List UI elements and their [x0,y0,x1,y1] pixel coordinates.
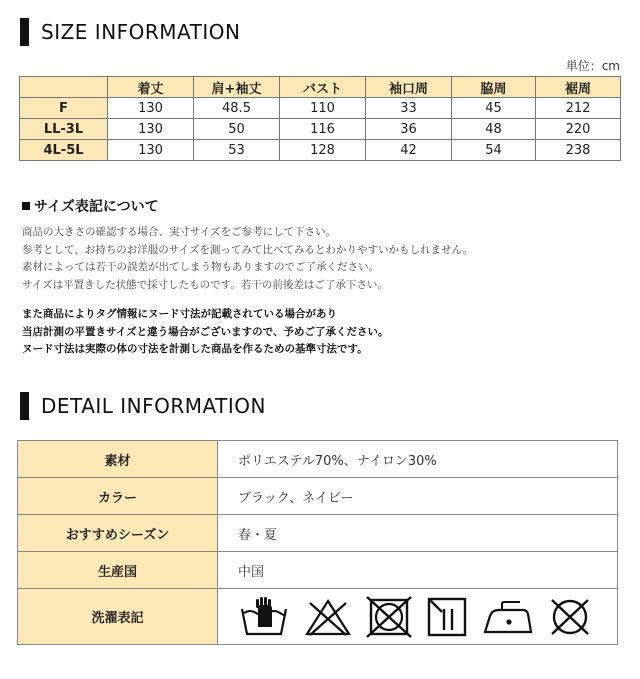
size-cell: 128 [280,140,366,161]
size-table [19,76,621,161]
header-cell: 袖口周 [366,77,452,98]
table-row [20,140,621,161]
size-cell: 36 [366,119,452,140]
detail-value: 春・夏 [218,515,618,552]
size-cell: 130 [108,98,194,119]
line-dry-shade-icon [426,596,468,638]
size-cell: 220 [536,119,621,140]
size-label: LL-3L [20,119,108,140]
unit-label: 単位：cm [565,59,620,73]
note-line-bold: 当店計測の平置きサイズと違う場合がございますので、予めご了承ください。 [22,325,389,338]
table-row [18,589,618,645]
size-cell: 110 [280,98,366,119]
note-line-bold: ヌード寸法は実際の体の寸法を計測した商品を作るための基準寸法です。 [22,343,368,355]
size-label: F [20,98,108,119]
no-dry-clean-icon [548,596,592,638]
header-cell: 肩+袖丈 [194,77,280,98]
detail-label: 素材 [18,441,218,478]
detail-info-title: DETAIL INFORMATION [41,394,266,418]
table-row [18,515,618,552]
low-iron-icon [482,598,534,636]
detail-info-heading [20,391,266,421]
size-table-header [20,77,621,98]
size-cell: 45 [452,98,536,119]
note-line: 素材によっては若干の誤差が出てしまう物もありますのでご了承ください。 [22,261,379,273]
detail-value: ポリエステル70%、ナイロン30% [218,441,618,478]
note-line-bold: また商品によりタグ情報にヌード寸法が記載されている場合があり [22,308,337,320]
care-icons [238,596,617,638]
size-cell: 48.5 [194,98,280,119]
size-cell: 130 [108,119,194,140]
table-row [20,98,621,119]
square-bullet-icon [22,202,30,210]
hand-wash-icon [238,597,290,637]
header-cell: 裾周 [536,77,621,98]
size-cell: 50 [194,119,280,140]
size-notes [22,224,473,294]
table-row [20,119,621,140]
size-cell: 238 [536,140,621,161]
size-cell: 53 [194,140,280,161]
care-icons-cell [218,589,618,645]
table-row [18,441,618,478]
detail-value: ブラック、ネイビー [218,478,618,515]
note-line: 参考として、お持ちのお洋服のサイズを測ってみて比べてみるとわかりやすいかもしれません。 [22,243,474,256]
no-tumble-dry-icon [366,596,412,638]
size-cell: 130 [108,140,194,161]
detail-label: おすすめシーズン [18,515,218,552]
note-line: 商品の大きさの確認する場合、実寸サイズをご参考にして下さい。 [22,226,337,238]
heading-bar [20,392,29,420]
nude-size-notes [22,306,388,359]
size-cell: 54 [452,140,536,161]
detail-label: カラー [18,478,218,515]
size-cell: 116 [280,119,366,140]
heading-bar [20,18,29,46]
detail-label: 生産国 [18,552,218,589]
note-line: サイズは平置きした状態で採寸したものです。若干の前後差はご了承下さい。 [22,278,388,291]
size-label: 4L-5L [20,140,108,161]
no-bleach-icon [304,597,352,637]
table-row [18,478,618,515]
size-cell: 212 [536,98,621,119]
detail-value: 中国 [218,552,618,589]
header-cell: 着丈 [108,77,194,98]
detail-label: 洗濯表記 [18,589,218,645]
size-notes-title: サイズ表記について [34,199,159,215]
header-cell: 脇周 [452,77,536,98]
size-cell: 33 [366,98,452,119]
size-cell: 48 [452,119,536,140]
table-row [18,552,618,589]
size-notes-heading [22,196,159,216]
detail-table [17,440,618,645]
size-info-title: SIZE INFORMATION [41,20,241,44]
size-cell: 42 [366,140,452,161]
header-cell: バスト [280,77,366,98]
size-info-heading [20,17,241,47]
header-cell [20,77,108,98]
